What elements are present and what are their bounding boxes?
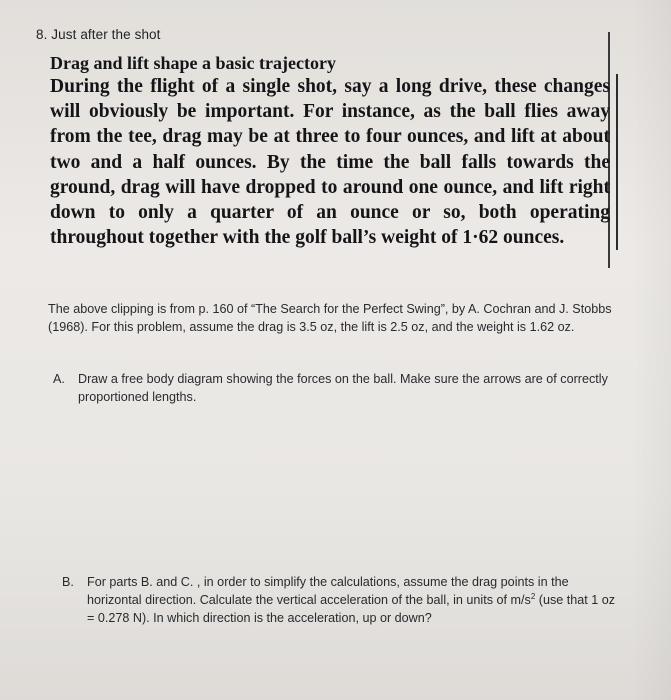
photo-shadow	[631, 0, 671, 700]
part-a	[53, 370, 623, 406]
part-b	[62, 573, 622, 627]
part-b-text-main: For parts B. and C. , in order to simplify the calculations, assume the drag points in the horizontal direction. Calculate the vertical acceleration of the ball, in units of m/s	[87, 575, 569, 607]
question-heading: 8. Just after the shot	[36, 27, 161, 42]
part-b-text	[87, 573, 622, 627]
part-a-letter: A.	[53, 372, 65, 386]
part-b-text-end: (use that 1 oz = 0.278 N). In which direction is the acceleration, up or down?	[87, 593, 616, 625]
book-clipping	[50, 52, 615, 250]
part-b-letter: B.	[62, 575, 74, 589]
unit-exponent: 2	[530, 591, 536, 601]
clipping-body: During the flight of a single shot, say a long drive, these changes will obviously be important. For instance, as the ball flies away from the tee, drag may be at three to four ounces, and lift at about two and a half ounces. By the time the ball falls towards the ground, drag will have dropped to around one ounce, and lift right down to only a quarter of an ounce or so, both operating throughout together with the golf ball’s weight of 1·62 ounces.	[50, 74, 618, 250]
clipping-title: Drag and lift shape a basic trajectory	[50, 53, 336, 73]
part-a-text: Draw a free body diagram showing the forces on the ball. Make sure the arrows are of correctly proportioned lengths.	[78, 372, 608, 404]
problem-intro: The above clipping is from p. 160 of “The Search for the Perfect Swing”, by A. Cochran and J. Stobbs (1968). For this problem, assume the drag is 3.5 oz, the lift is 2.5 oz, and the weight is 1.62 oz.	[48, 302, 612, 334]
